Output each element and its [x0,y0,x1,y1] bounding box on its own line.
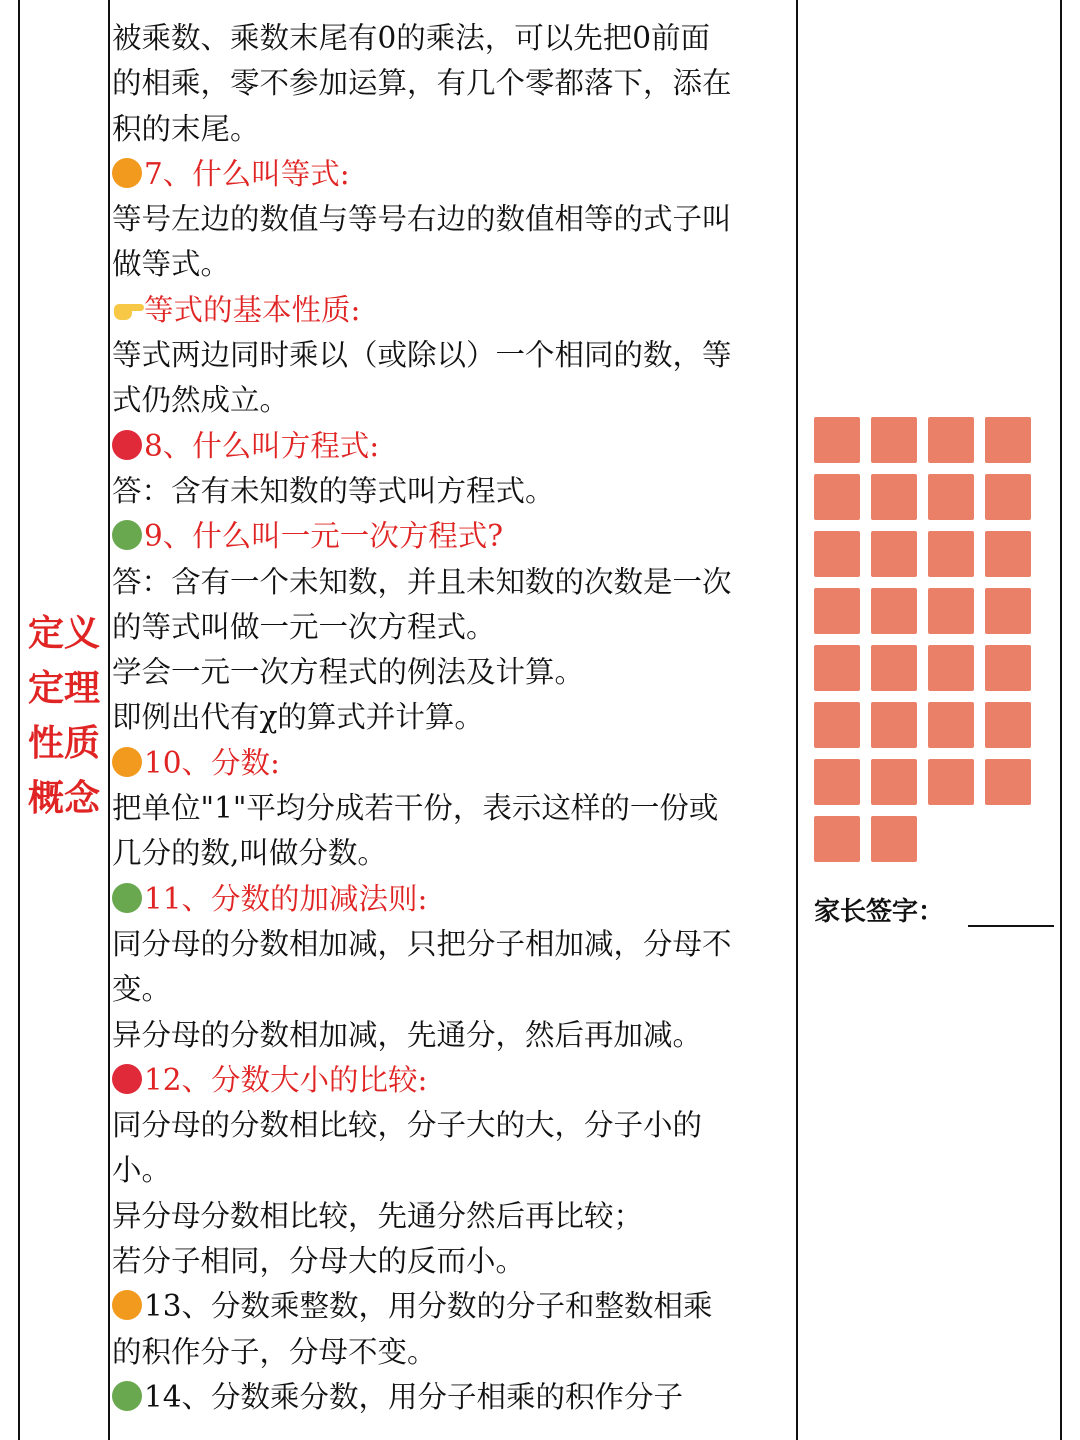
body-line [112,333,794,378]
progress-square [814,702,860,748]
progress-square [985,588,1031,634]
body-line [112,469,794,514]
table-border-right [1060,0,1062,1440]
line-text: 答：含有未知数的等式叫方程式。 [112,473,555,508]
orange-circle-icon [112,747,142,777]
progress-square [985,759,1031,805]
line-text: 同分母的分数相比较，分子大的大，分子小的 [112,1108,703,1143]
progress-square [814,531,860,577]
section-heading [112,877,794,922]
line-text: 的相乘，零不参加运算，有几个零都落下，添在 [112,66,732,101]
body-line [112,1103,794,1148]
line-text: 若分子相同，分母大的反而小。 [112,1244,526,1279]
category-label [22,606,106,826]
section-heading [112,1058,794,1103]
line-text: 即例出代有χ的算式并计算。 [112,700,484,735]
body-line [112,107,794,152]
orange-circle-icon [112,1290,142,1320]
progress-square [928,702,974,748]
line-text: 10、分数: [144,745,280,780]
line-text: 等号左边的数值与等号右边的数值相等的式子叫 [112,202,732,237]
progress-square [871,531,917,577]
pointing-hand-icon [112,294,144,324]
body-line [112,786,794,831]
section-heading [112,514,794,559]
body-line [112,16,794,61]
body-line [112,560,794,605]
line-text: 的等式叫做一元一次方程式。 [112,609,496,644]
body-line [112,1375,794,1420]
green-circle-icon [112,520,142,550]
progress-square [814,759,860,805]
progress-square [814,816,860,862]
body-line [112,605,794,650]
line-text: 12、分数大小的比较: [144,1062,428,1097]
line-text: 11、分数的加减法则: [144,881,428,916]
body-line [112,922,794,967]
progress-square [871,759,917,805]
progress-square [814,645,860,691]
body-line [112,61,794,106]
red-circle-icon [112,430,142,460]
section-heading [112,288,794,333]
body-line [112,1284,794,1329]
category-label-line: 定理 [27,667,100,709]
line-text: 9、什么叫一元一次方程式? [144,519,504,554]
progress-square [814,417,860,463]
progress-square [871,702,917,748]
line-text: 异分母分数相比较，先通分然后再比较； [112,1198,644,1233]
progress-square [871,645,917,691]
body-line [112,1148,794,1193]
body-line [112,1239,794,1284]
table-border-label-divider [108,0,110,1440]
body-line [112,831,794,876]
line-text: 7、什么叫等式: [144,156,350,191]
line-text: 做等式。 [112,247,231,282]
red-circle-icon [112,1064,142,1094]
line-text: 被乘数、乘数末尾有0的乘法，可以先把0前面 [112,21,711,55]
body-line [112,967,794,1012]
progress-square [928,474,974,520]
green-circle-icon [112,883,142,913]
body-line [112,378,794,423]
body-line [112,1013,794,1058]
progress-square [814,474,860,520]
body-line [112,197,794,242]
section-heading [112,741,794,786]
progress-square [985,474,1031,520]
line-text: 等式的基本性质: [144,292,361,327]
progress-square [928,759,974,805]
body-line [112,650,794,695]
body-line [112,1194,794,1239]
progress-square [871,816,917,862]
body-line [112,242,794,287]
table-border-left [18,0,20,1440]
orange-circle-icon [112,158,142,188]
line-text: 变。 [112,972,172,1007]
line-text: 8、什么叫方程式: [144,428,380,463]
line-text: 等式两边同时乘以（或除以）一个相同的数，等 [112,338,732,373]
body-line [112,695,794,740]
progress-square [985,645,1031,691]
line-text: 的积作分子，分母不变。 [112,1334,437,1369]
category-label-line: 性质 [27,722,100,764]
section-heading [112,152,794,197]
line-text: 小。 [112,1153,172,1188]
green-circle-icon [112,1381,142,1411]
knowledge-content [112,16,794,1420]
line-text: 积的末尾。 [112,111,260,146]
line-text: 式仍然成立。 [112,383,290,418]
line-text: 异分母的分数相加减，先通分，然后再加减。 [112,1017,703,1052]
progress-square [928,645,974,691]
progress-square [814,588,860,634]
progress-square [985,417,1031,463]
progress-square [985,531,1031,577]
section-heading [112,424,794,469]
signature-line[interactable] [968,925,1054,927]
progress-square [871,474,917,520]
line-text: 14、分数乘分数，用分子相乘的积作分子 [144,1379,684,1414]
category-label-line: 定义 [27,612,100,654]
line-text: 同分母的分数相加减，只把分子相加减，分母不 [112,926,732,961]
body-line [112,1330,794,1375]
progress-square [985,702,1031,748]
parent-signature-label: 家长签字： [814,897,945,927]
category-label-line: 概念 [27,777,100,819]
progress-square [928,588,974,634]
progress-square [928,531,974,577]
table-border-content-divider [796,0,798,1440]
progress-square [871,417,917,463]
line-text: 答：含有一个未知数，并且未知数的次数是一次 [112,564,732,599]
line-text: 学会一元一次方程式的例法及计算。 [112,655,585,690]
line-text: 几分的数,叫做分数。 [112,836,387,871]
progress-square [928,417,974,463]
progress-square [871,588,917,634]
line-text: 把单位"1"平均分成若干份，表示这样的一份或 [112,791,719,826]
line-text: 13、分数乘整数，用分数的分子和整数相乘 [144,1289,713,1324]
